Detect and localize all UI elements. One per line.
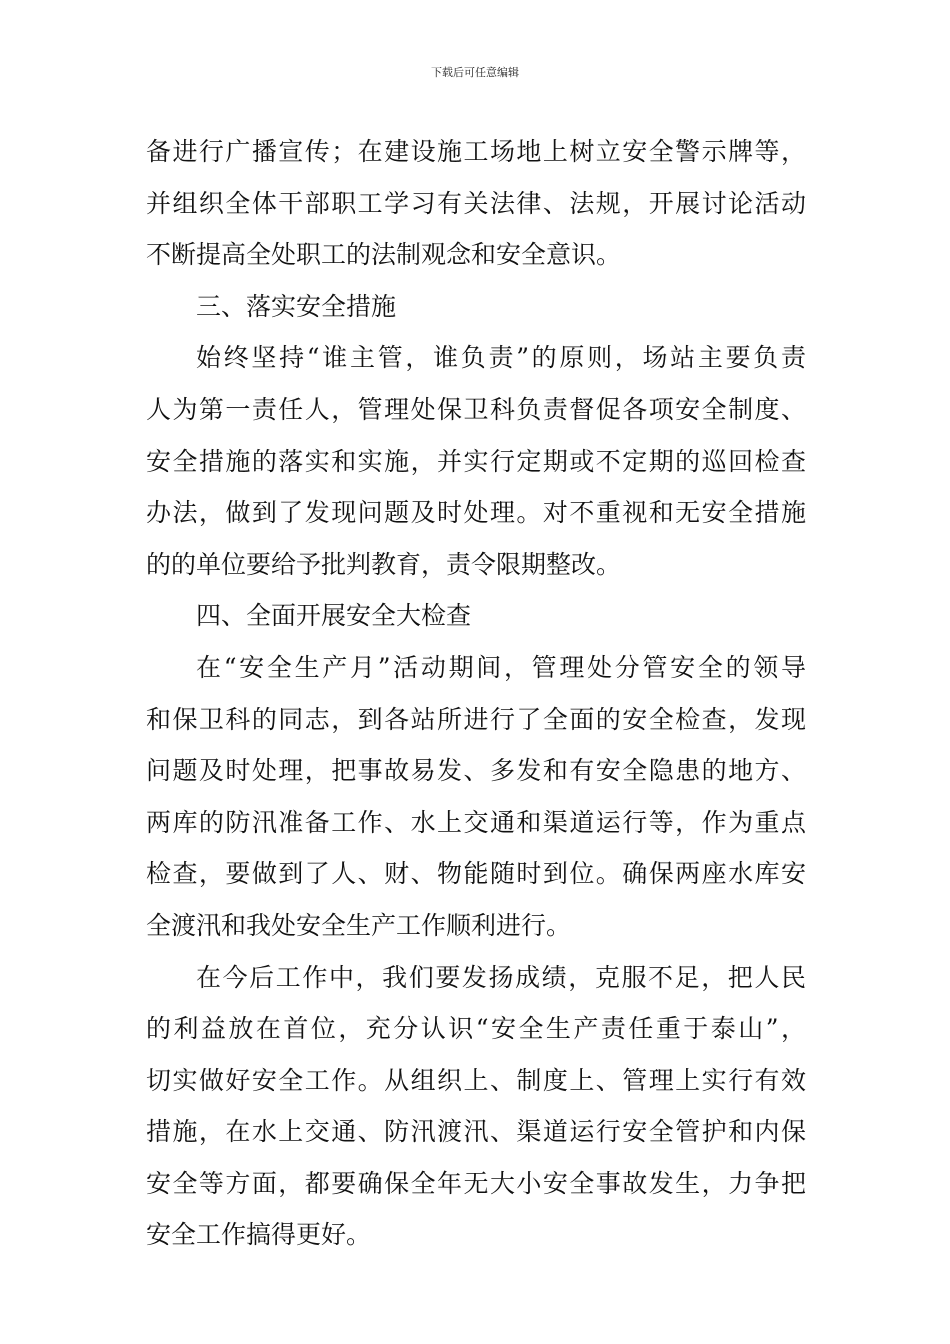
paragraph	[146, 126, 806, 281]
text-line: 两库的防汛准备工作、水上交通和渠道运行等，作为重点	[146, 807, 806, 837]
text-line: 人为第一责任人，管理处保卫科负责督促各项安全制度、	[146, 394, 806, 424]
paragraph	[146, 642, 806, 952]
section-heading	[146, 590, 806, 642]
text-line: 备进行广播宣传；在建设施工场地上树立安全警示牌等，	[146, 137, 806, 166]
text-line: 在“安全生产月”活动期间，管理处分管安全的领导	[196, 652, 806, 682]
text-line: 不断提高全处职工的法制观念和安全意识。	[146, 240, 622, 270]
text-line: 的的单位要给予批判教育，责令限期整改。	[146, 549, 622, 579]
text-line: 安全措施的落实和实施，并实行定期或不定期的巡回检查	[146, 446, 806, 476]
text-line: 检查，要做到了人、财、物能随时到位。确保两座水库安	[146, 859, 806, 889]
paragraph	[146, 952, 806, 1262]
text-line: 始终坚持“谁主管，谁负责”的原则，场站主要负责	[196, 343, 806, 373]
heading-text: 四、全面开展安全大检查	[196, 601, 472, 631]
text-line: 的利益放在首位，充分认识“安全生产责任重于泰山”，	[146, 1014, 806, 1044]
document-body	[146, 126, 806, 1261]
text-line: 在今后工作中，我们要发扬成绩，克服不足，把人民	[196, 962, 806, 992]
section-heading	[146, 281, 806, 333]
text-line: 并组织全体干部职工学习有关法律、法规，开展讨论活动	[146, 188, 806, 218]
text-line: 措施，在水上交通、防汛渡汛、渠道运行安全管护和内保	[146, 1117, 806, 1147]
text-line: 问题及时处理，把事故易发、多发和有安全隐患的地方、	[146, 756, 806, 786]
text-line: 办法，做到了发现问题及时处理。对不重视和无安全措施	[146, 498, 806, 528]
text-line: 和保卫科的同志，到各站所进行了全面的安全检查，发现	[146, 704, 806, 734]
heading-text: 三、落实安全措施	[196, 291, 397, 321]
text-line: 安全等方面，都要确保全年无大小安全事故发生，力争把	[146, 1168, 806, 1198]
paragraph	[146, 332, 806, 590]
text-line: 安全工作搞得更好。	[146, 1220, 372, 1250]
text-line: 切实做好安全工作。从组织上、制度上、管理上实行有效	[146, 1065, 806, 1095]
text-line: 全渡汛和我处安全生产工作顺利进行。	[146, 910, 572, 940]
page-header: 下载后可任意编辑	[431, 66, 519, 79]
